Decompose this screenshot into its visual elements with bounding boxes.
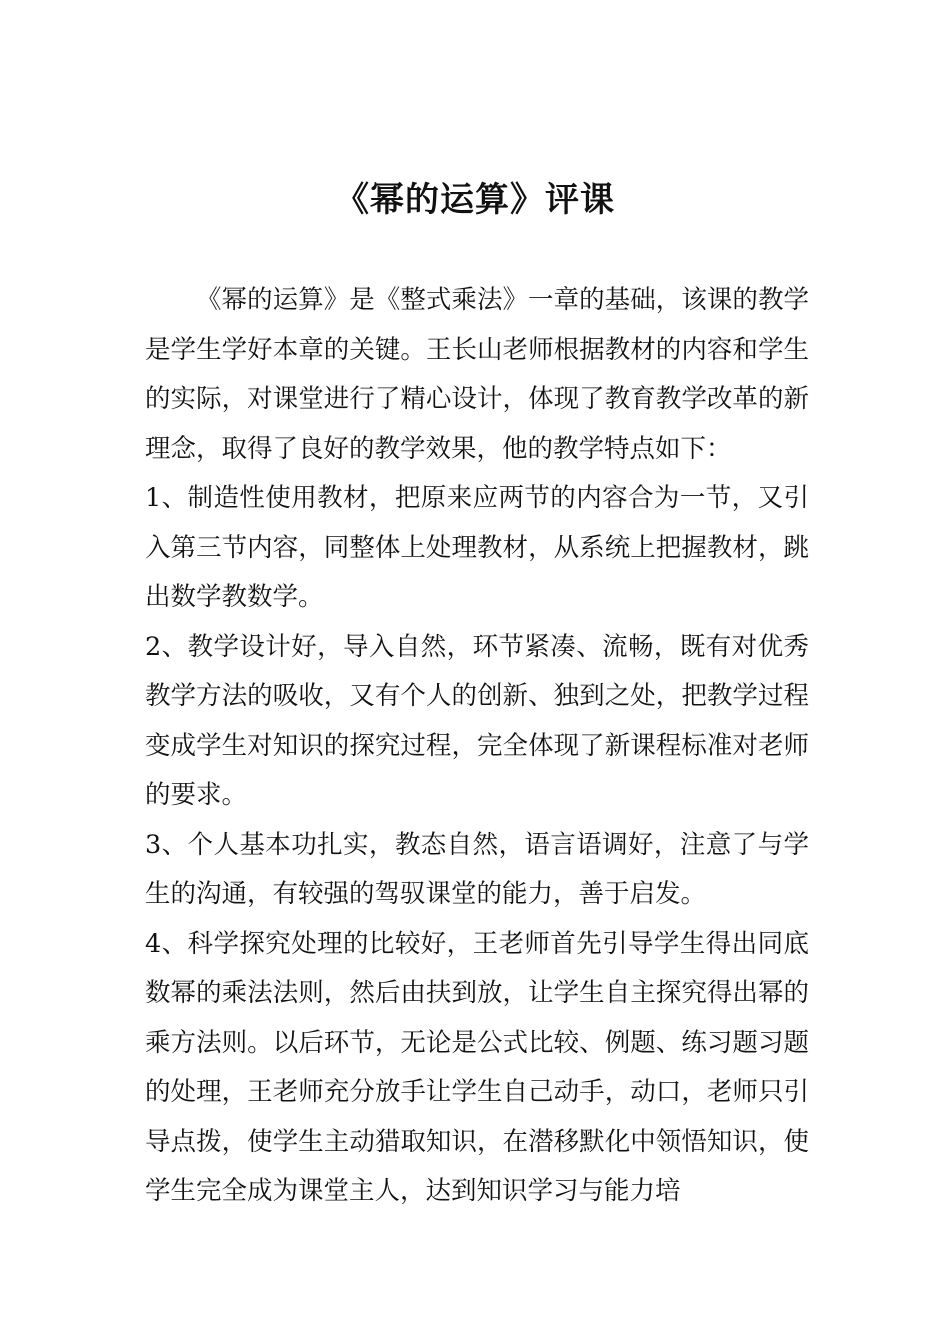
- document-body: [145, 276, 809, 1217]
- point-1-paragraph: 1、制造性使用教材，把原来应两节的内容合为一节，又引入第三节内容，同整体上处理教材，从系统上把握教材，跳出数学教数学。: [145, 483, 809, 612]
- point-2-paragraph: 2、教学设计好，导入自然，环节紧凑、流畅，既有对优秀教学方法的吸收，又有个人的创新、独到之处，把教学过程变成学生对知识的探究过程，完全体现了新课程标准对老师的要求。: [145, 631, 809, 810]
- intro-paragraph: 《幂的运算》是《整式乘法》一章的基础，该课的教学是学生学好本章的关键。王长山老师根据教材的内容和学生的实际，对课堂进行了精心设计，体现了教育教学改革的新理念，取得了良好的教学效果，他的教学特点如下：: [145, 285, 809, 464]
- point-4-paragraph: 4、科学探究处理的比较好，王老师首先引导学生得出同底数幂的乘法法则，然后由扶到放，让学生自主探究得出幂的乘方法则。以后环节，无论是公式比较、例题、练习题习题的处理，王老师充分放手让学生自己动手，动口，老师只引导点拨，使学生主动猎取知识，在潜移默化中领悟知识，使学生完全成为课堂主人，达到知识学习与能力培: [145, 928, 809, 1206]
- document-title: 《幂的运算》评课: [335, 180, 615, 220]
- point-3-paragraph: 3、个人基本功扎实，教态自然，语言语调好，注意了与学生的沟通，有较强的驾驭课堂的能力，善于启发。: [145, 829, 809, 909]
